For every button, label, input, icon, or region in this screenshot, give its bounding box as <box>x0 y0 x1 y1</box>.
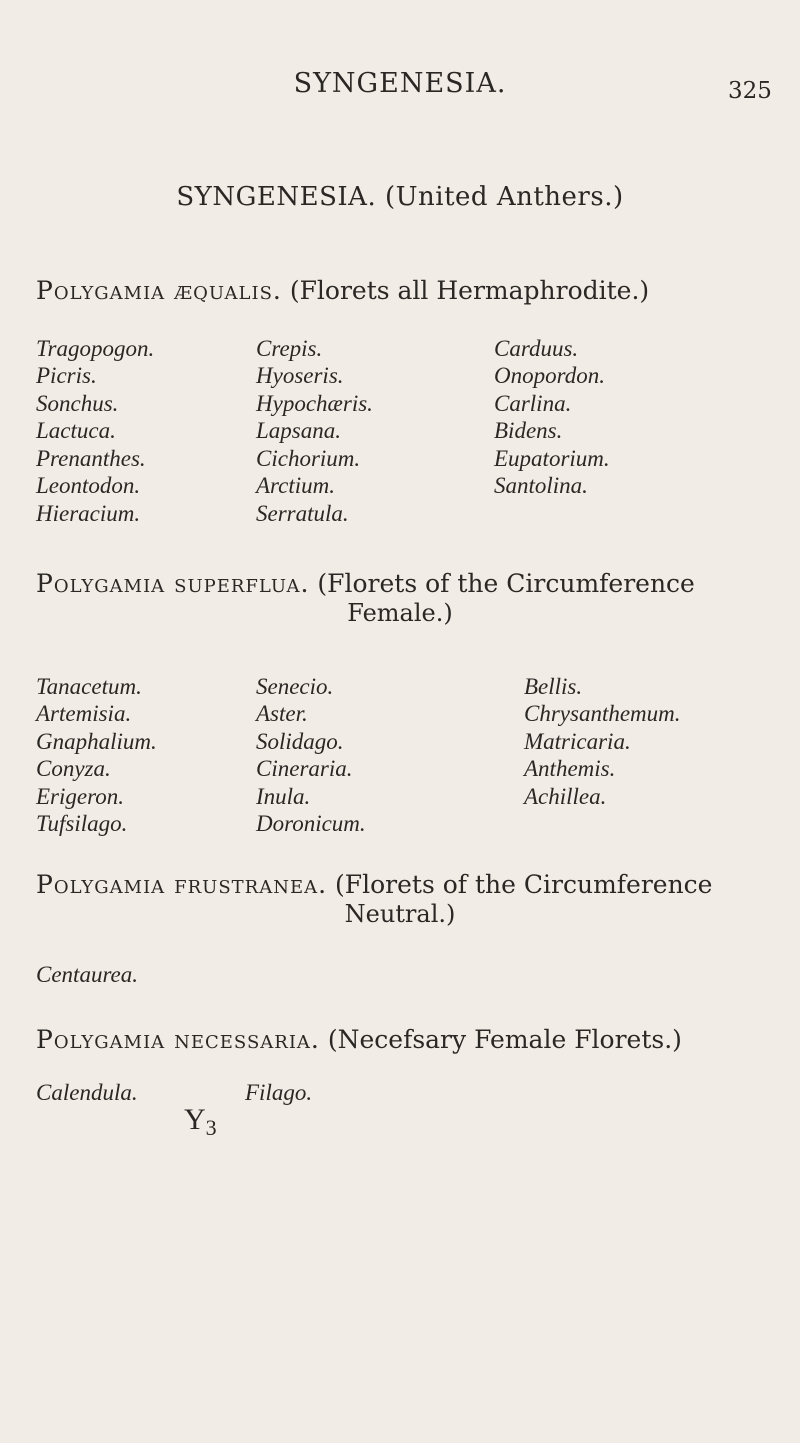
genus-name: Cichorium. <box>256 446 361 471</box>
genus-name: Solidago. <box>256 729 344 754</box>
order-name: Polygamia necessaria. <box>36 1025 320 1054</box>
genus-name: Hyoseris. <box>256 363 344 388</box>
genus-name: Calendula. <box>36 1080 138 1105</box>
genus-name: Gnaphalium. <box>36 729 157 754</box>
genus-name: Chrysanthemum. <box>524 701 681 726</box>
order-heading-aequalis <box>36 276 649 305</box>
order-description: (Florets all Hermaphrodite.) <box>289 276 650 305</box>
genus-name: Achillea. <box>524 784 607 809</box>
order-heading-frustranea <box>36 870 712 899</box>
genus-name: Arctium. <box>256 473 335 498</box>
signature-letter: Y <box>184 1103 206 1136</box>
genus-name: Artemisia. <box>36 701 132 726</box>
genus-name: Prenanthes. <box>36 446 146 471</box>
genus-name: Santolina. <box>494 473 588 498</box>
genus-name: Senecio. <box>256 674 334 699</box>
genus-name: Onopordon. <box>494 363 605 388</box>
printer-signature <box>184 1103 217 1141</box>
running-head: SYNGENESIA. <box>293 68 507 99</box>
order-name: Polygamia frustranea. <box>36 870 328 899</box>
genus-name: Tragopogon. <box>36 336 155 361</box>
genus-name: Matricaria. <box>524 729 631 754</box>
order-description-continued: Female.) <box>347 599 453 627</box>
genus-name: Carduus. <box>494 336 579 361</box>
order-description: (Necefsary Female Florets.) <box>327 1025 682 1054</box>
genus-name: Serratula. <box>256 501 349 526</box>
genus-name: Anthemis. <box>524 756 616 781</box>
genus-name: Crepis. <box>256 336 323 361</box>
genus-name: Aster. <box>256 701 308 726</box>
genus-name: Doronicum. <box>256 811 366 836</box>
order-description: (Florets of the Circumference <box>317 569 695 598</box>
genus-name: Lapsana. <box>256 418 341 443</box>
genus-name: Lactuca. <box>36 418 116 443</box>
genus-name: Sonchus. <box>36 391 119 416</box>
genus-name: Filago. <box>245 1080 313 1105</box>
order-description: (Florets of the Circumference <box>335 870 713 899</box>
genus-name: Hypochæris. <box>256 391 373 416</box>
genus-name: Bidens. <box>494 418 563 443</box>
class-title: SYNGENESIA. (United Anthers.) <box>176 182 624 212</box>
order-name: Polygamia superflua. <box>36 569 310 598</box>
genus-name: Cineraria. <box>256 756 353 781</box>
genus-name: Tanacetum. <box>36 674 142 699</box>
genus-name: Carlina. <box>494 391 572 416</box>
genus-name: Centaurea. <box>36 962 138 987</box>
genus-name: Bellis. <box>524 674 583 699</box>
genus-name: Leontodon. <box>36 473 141 498</box>
genus-name: Tufsilago. <box>36 811 128 836</box>
genus-name: Erigeron. <box>36 784 124 809</box>
page-number: 325 <box>728 78 772 104</box>
genus-name: Picris. <box>36 363 97 388</box>
genus-name: Hieracium. <box>36 501 141 526</box>
order-description-continued: Neutral.) <box>344 900 456 928</box>
order-heading-necessaria <box>36 1025 682 1054</box>
genus-name: Eupatorium. <box>494 446 610 471</box>
order-heading-superflua <box>36 569 695 598</box>
order-name: Polygamia æqualis. <box>36 276 282 305</box>
genus-name: Inula. <box>256 784 311 809</box>
genus-name: Conyza. <box>36 756 111 781</box>
signature-number: 3 <box>205 1115 217 1140</box>
